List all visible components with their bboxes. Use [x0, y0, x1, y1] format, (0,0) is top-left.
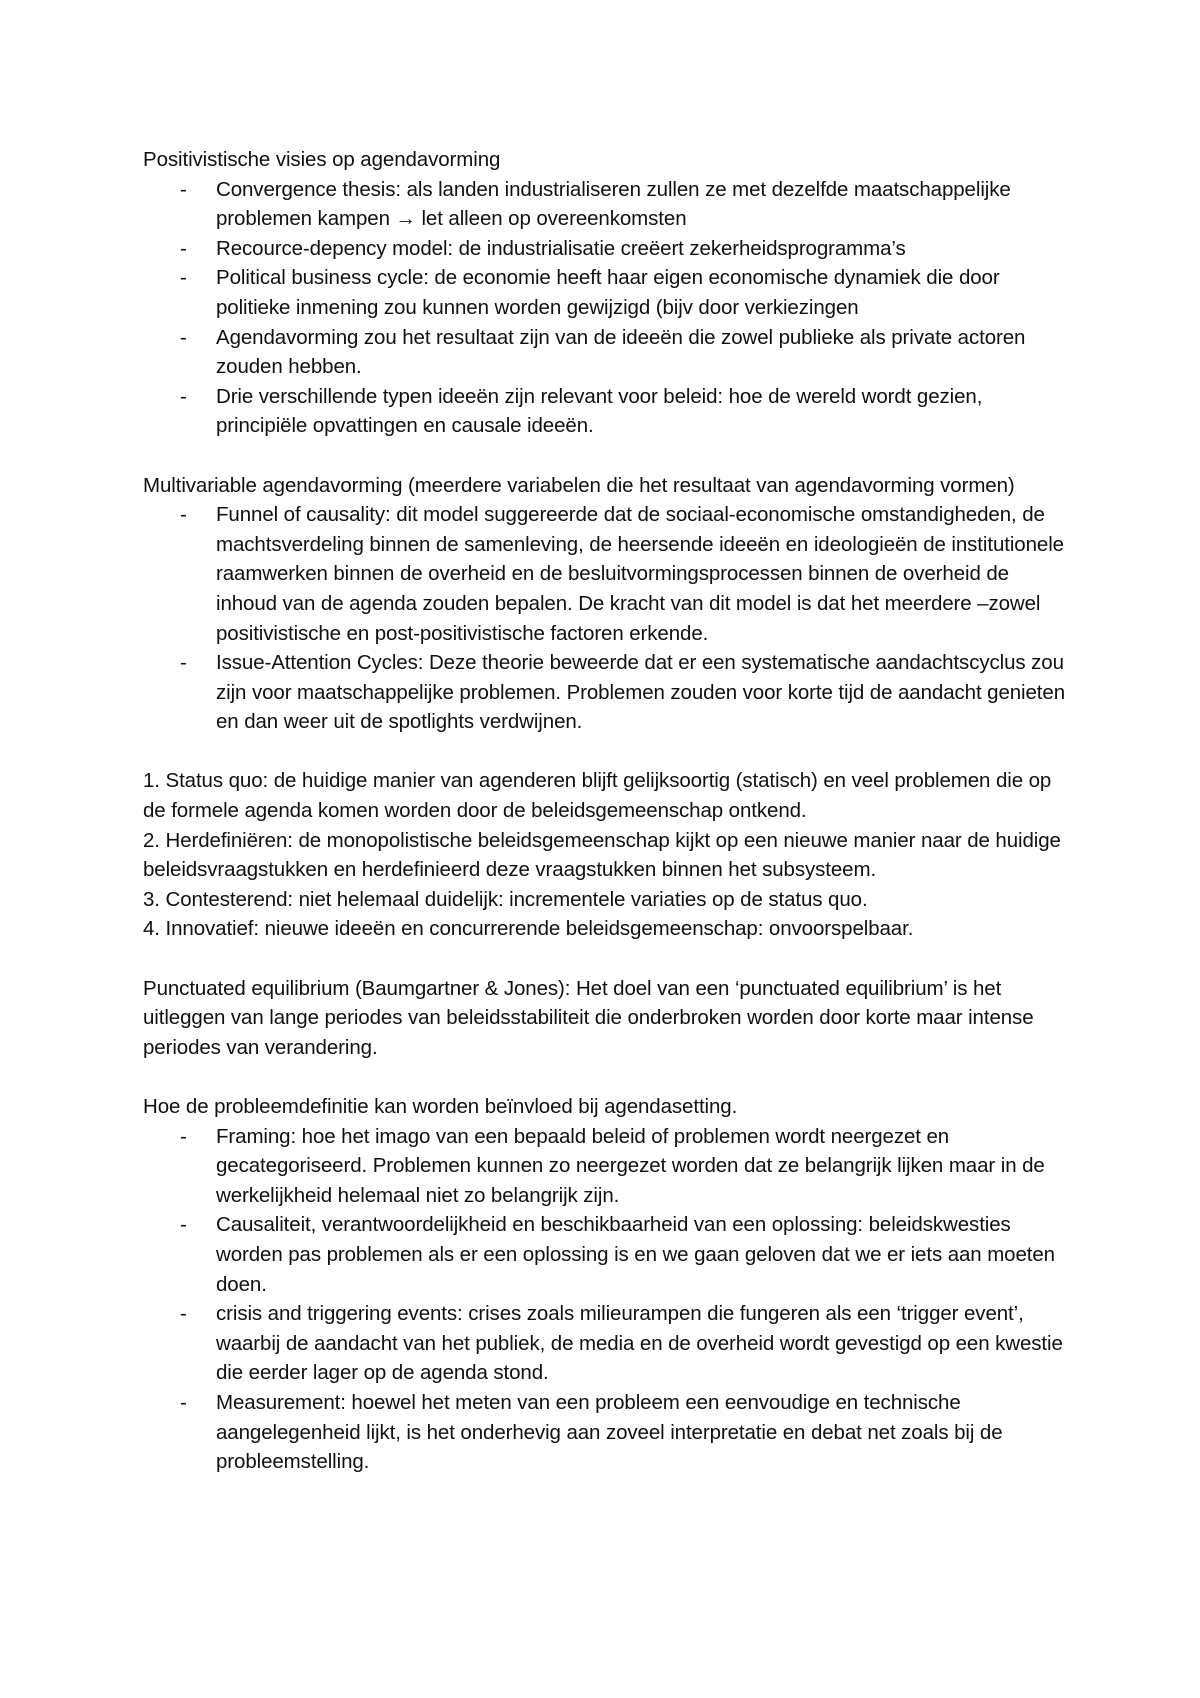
- list-item: [180, 1122, 1073, 1211]
- list-item: [180, 323, 1073, 382]
- list-item: [180, 1210, 1073, 1299]
- dash-bullet: -: [180, 1390, 187, 1414]
- list-item: [180, 263, 1073, 322]
- dash-bullet: -: [180, 1302, 187, 1326]
- list-item: [180, 234, 1073, 264]
- dash-bullet: -: [180, 384, 187, 408]
- section-positivistische-visies: [143, 145, 1073, 441]
- section-probleemdefinitie: [143, 1092, 1073, 1477]
- bullet-list: [143, 1122, 1073, 1477]
- list-item-text: Issue-Attention Cycles: Deze theorie beweerde dat er een systematische aandachtscyclus zou zijn voor maatschappelijke problemen. Problemen zouden voor korte tijd de aandacht genieten en dan weer uit de spotlights verdwijnen.: [216, 651, 1066, 734]
- dash-bullet: -: [180, 1124, 187, 1148]
- list-item-text: Recource-depency model: de industrialisatie creëert zekerheidsprogramma’s: [216, 236, 906, 260]
- list-item-text: Framing: hoe het imago van een bepaald beleid of problemen wordt neergezet en gecategoriseerd. Problemen kunnen zo neergezet worden dat ze belangrijk lijken maar in de werkelijkheid helemaal niet zo belangrijk zijn.: [216, 1124, 1045, 1207]
- section-numbered-list: [143, 766, 1073, 944]
- list-item-text: Agendavorming zou het resultaat zijn van de ideeën die zowel publieke als private actoren zouden hebben.: [216, 325, 1026, 379]
- dash-bullet: -: [180, 1213, 187, 1237]
- numbered-item: 1. Status quo: de huidige manier van agenderen blijft gelijksoortig (statisch) en veel problemen die op de formele agenda komen worden door de beleidsgemeenschap ontkend.: [143, 769, 1052, 823]
- list-item-text: crisis and triggering events: crises zoals milieurampen die fungeren als een ‘trigger event’, waarbij de aandacht van het publiek, de media en de overheid wordt gevestigd op een kwestie die eerder lager op de agenda stond.: [216, 1302, 1063, 1385]
- dash-bullet: -: [180, 325, 187, 349]
- list-item: [180, 382, 1073, 441]
- paragraph: Punctuated equilibrium (Baumgartner & Jones): Het doel van een ‘punctuated equilibrium’ is het uitleggen van lange periodes van beleidsstabiliteit die onderbroken worden door korte maar intense periodes van verandering.: [143, 976, 1034, 1059]
- section-heading: Hoe de probleemdefinitie kan worden beïnvloed bij agendasetting.: [143, 1095, 738, 1118]
- numbered-item: 2. Herdefiniëren: de monopolistische beleidsgemeenschap kijkt op een nieuwe manier naar de huidige beleidsvraagstukken en herdefinieerd deze vraagstukken binnen het subsysteem.: [143, 828, 1061, 882]
- bullet-list: [143, 175, 1073, 441]
- list-item-text: Drie verschillende typen ideeën zijn relevant voor beleid: hoe de wereld wordt gezien, principiële opvattingen en causale ideeën.: [216, 384, 983, 438]
- dash-bullet: -: [180, 503, 187, 527]
- document-page: [143, 145, 1073, 1477]
- list-item-text: Political business cycle: de economie heeft haar eigen economische dynamiek die door politieke inmening zou kunnen worden gewijzigd (bijv door verkiezingen: [216, 266, 1000, 319]
- dash-bullet: -: [180, 236, 187, 260]
- list-item-text: Convergence thesis: als landen industrialiseren zullen ze met dezelfde maatschappelijke problemen kampen → let alleen op overeenkomsten: [216, 177, 1011, 231]
- numbered-item: 4. Innovatief: nieuwe ideeën en concurrerende beleidsgemeenschap: onvoorspelbaar.: [143, 917, 914, 941]
- section-multivariable-agendavorming: [143, 471, 1073, 737]
- list-item: [180, 1299, 1073, 1388]
- section-heading: Multivariable agendavorming (meerdere variabelen die het resultaat van agendavorming vormen): [143, 473, 1015, 497]
- section-punctuated-equilibrium: [143, 974, 1073, 1063]
- numbered-item: 3. Contesterend: niet helemaal duidelijk: incrementele variaties op de status quo.: [143, 887, 868, 911]
- list-item: [180, 648, 1073, 737]
- list-item-text: Funnel of causality: dit model suggereerde dat de sociaal-economische omstandigheden, de machtsverdeling binnen de samenleving, de heersende ideeën en ideologieën de institutionele raamwerken binnen de overheid en de besluitvormingsprocessen binnen de overheid de inhoud van de agenda zouden bepalen. De kracht van dit model is dat het meerdere –zowel positivistische en post-positivistische factoren erkende.: [216, 503, 1064, 645]
- section-heading: Positivistische visies op agendavorming: [143, 148, 501, 171]
- list-item: [180, 175, 1073, 234]
- bullet-list: [143, 500, 1073, 737]
- dash-bullet: -: [180, 177, 187, 201]
- list-item: [180, 1388, 1073, 1477]
- dash-bullet: -: [180, 266, 187, 290]
- list-item-text: Causaliteit, verantwoordelijkheid en beschikbaarheid van een oplossing: beleidskwesties worden pas problemen als er een oplossing is en we gaan geloven dat we er iets aan moeten doen.: [216, 1213, 1055, 1296]
- list-item: [180, 500, 1073, 648]
- dash-bullet: -: [180, 651, 187, 675]
- list-item-text: Measurement: hoewel het meten van een probleem een eenvoudige en technische aangelegenheid lijkt, is het onderhevig aan zoveel interpretatie en debat net zoals bij de probleemstelling.: [216, 1390, 1003, 1474]
